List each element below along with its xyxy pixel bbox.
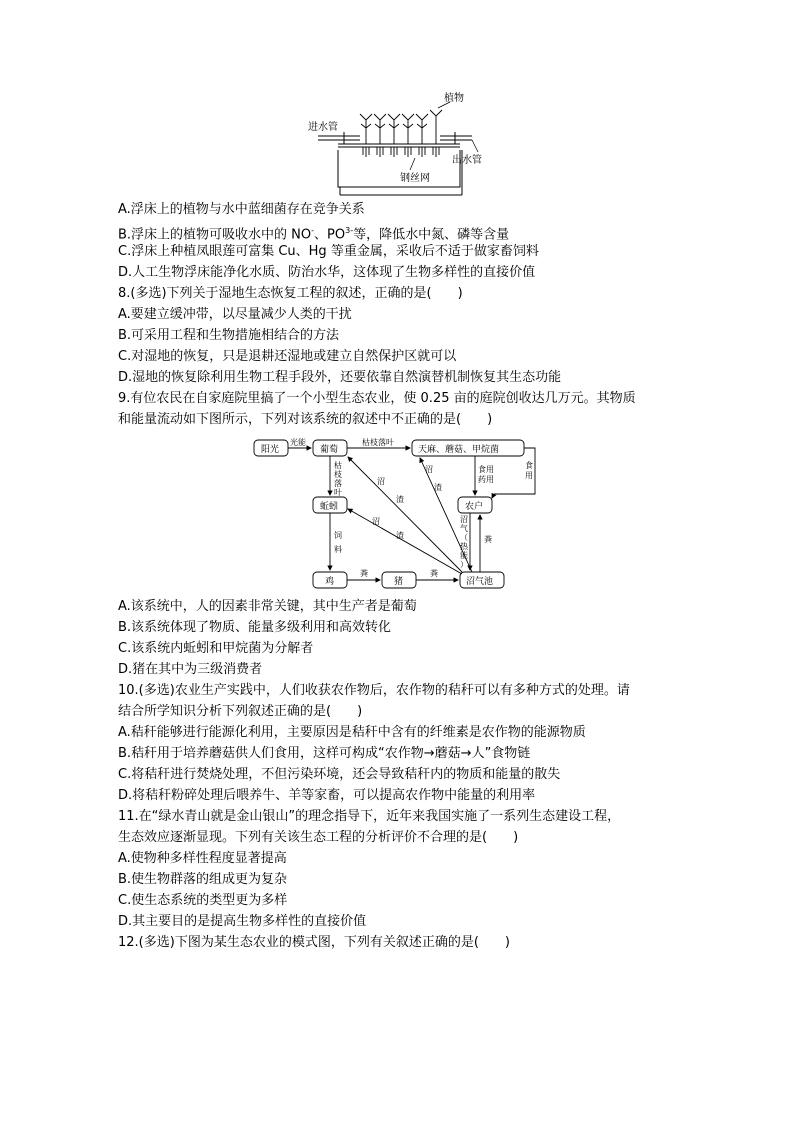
edge-residue-b2: 渣 <box>396 495 404 504</box>
q9-option-c: C.该系统内蚯蚓和甲烷菌为分解者 <box>118 641 314 656</box>
q8-option-d: D.湿地的恢复除利用生物工程手段外，还要依靠自然演替机制恢复其生态功能 <box>118 370 562 385</box>
q10-option-b: B.秸秆用于培养蘑菇供人们食用，这样可构成“农作物→蘑菇→人”食物链 <box>118 746 531 761</box>
q8-option-b: B.可采用工程和生物措施相结合的方法 <box>118 328 340 343</box>
label-farmer: 农户 <box>465 502 484 512</box>
edge-dung-2: 粪 <box>430 569 438 578</box>
edge-biogas-heat-5: 能 <box>460 551 468 560</box>
label-fungi: 天麻、蘑菇、甲烷菌 <box>418 445 500 455</box>
edge-residue-c1: 沼 <box>372 517 380 526</box>
q10-option-d: D.将秸秆粉碎处理后喂养牛、羊等家畜，可以提高农作物中能量的利用率 <box>118 788 536 803</box>
edge-dung-1: 粪 <box>360 569 368 578</box>
q8-stem: 8.(多选)下列关于湿地生态恢复工程的叙述，正确的是( ) <box>118 286 463 301</box>
edge-food-med-1: 食用 <box>478 465 494 474</box>
edge-residue-a2: 渣 <box>434 483 442 492</box>
q10-option-c: C.将秸秆进行焚烧处理，不但污染环境，还会导致秸秆内的物质和能量的散失 <box>118 767 561 782</box>
q7-option-d: D.人工生物浮床能净化水质、防治水华，这体现了生物多样性的直接价值 <box>118 265 536 280</box>
edge-branches-v2: 枝 <box>334 470 342 479</box>
edge-biogas-heat-1: 沼 <box>460 515 468 524</box>
net-label: 钢丝网 <box>400 173 430 184</box>
q7-option-a: A.浮床上的植物与水中蓝细菌存在竞争关系 <box>118 202 365 217</box>
edge-light: 光能 <box>290 438 306 447</box>
q11-option-a: A.使物种多样性程度显著提高 <box>118 851 287 866</box>
label-sun: 阳光 <box>261 445 280 455</box>
q12-stem: 12.(多选)下图为某生态农业的模式图，下列有关叙述正确的是( ) <box>118 935 510 950</box>
edge-biogas-heat-2: 气 <box>460 524 468 533</box>
edge-branches-v4: 叶 <box>334 488 342 497</box>
q9-option-b: B.该系统体现了物质、能量多级利用和高效转化 <box>118 620 392 635</box>
edge-food-med-2: 药用 <box>478 475 494 484</box>
edge-biogas-heat-4: 热 <box>460 542 468 551</box>
edge-feed-2: 料 <box>334 545 342 554</box>
edge-residue-b1: 沼 <box>377 477 385 486</box>
edge-branches-v3: 落 <box>334 479 342 488</box>
edge-eat-1: 食 <box>525 461 533 470</box>
inlet-label: 进水管 <box>308 122 338 133</box>
outlet-label: 出水管 <box>452 155 482 166</box>
eco-flow-diagram <box>250 434 550 594</box>
plant-label: 植物 <box>444 93 464 104</box>
q10-option-a: A.秸秆能够进行能源化利用，主要原因是秸秆中含有的纤维素是农作物的能源物质 <box>118 725 586 740</box>
q11-option-c: C.使生态系统的类型更为多样 <box>118 893 288 908</box>
q11-option-d: D.其主要目的是提高生物多样性的直接价值 <box>118 914 367 929</box>
q11-stem-line1: 11.在“绿水青山就是金山银山”的理念指导下，近年来我国实施了一系列生态建设工程， <box>118 809 621 824</box>
q11-stem-line2: 生态效应逐渐显现。下列有关该生态工程的分析评价不合理的是( ) <box>118 830 519 845</box>
label-pig: 猪 <box>394 577 404 587</box>
q7-option-c: C.浮床上种植凤眼莲可富集 Cu、Hg 等重金属，采收后不适于做家畜饲料 <box>118 244 539 259</box>
q10-stem-line1: 10.(多选)农业生产实践中，人们收获农作物后，农作物的秸秆可以有多种方式的处理。请 <box>118 683 630 698</box>
q9-option-d: D.猪在其中为三级消费者 <box>118 662 263 677</box>
edge-eat-2: 用 <box>525 471 533 480</box>
edge-residue-c2: 渣 <box>396 531 404 540</box>
q11-option-b: B.使生物群落的组成更为复杂 <box>118 872 288 887</box>
edge-residue-a1: 沼 <box>425 465 433 474</box>
edge-branches: 枯枝落叶 <box>362 438 394 447</box>
edge-dung-3: 粪 <box>484 535 492 544</box>
q7-option-b: B.浮床上的植物可吸收水中的 NO-、$PO^{3-}$等，降低水中氮、磷等含量 <box>118 226 510 243</box>
edge-branches-v1: 枯 <box>334 461 342 470</box>
q10-stem-line2: 结合所学知识分析下列叙述正确的是( ) <box>118 704 363 719</box>
q8-option-a: A.要建立缓冲带，以尽量减少人类的干扰 <box>118 307 352 322</box>
q8-option-c: C.对湿地的恢复，只是退耕还湿地或建立自然保护区就可以 <box>118 349 457 364</box>
label-worm: 蚯蚓 <box>320 502 339 512</box>
label-biogas: 沼气池 <box>466 577 494 587</box>
edge-biogas-heat-6: ） <box>460 560 468 569</box>
floating-bed-figure <box>300 92 500 197</box>
q9-option-a: A.该系统中，人的因素非常关键，其中生产者是葡萄 <box>118 599 417 614</box>
label-grape: 葡萄 <box>320 445 339 455</box>
q9-stem-line1: 9.有位农民在自家庭院里搞了一个小型生态农业，使 0.25 亩的庭院创收达几万元。其物质 <box>118 391 636 406</box>
edge-feed-1: 饲 <box>334 531 342 540</box>
edge-biogas-heat-3: （ <box>460 533 468 542</box>
label-chicken: 鸡 <box>325 577 335 587</box>
q9-stem-line2: 和能量流动如下图所示，下列对该系统的叙述中不正确的是( ) <box>118 412 493 427</box>
plant-row <box>360 110 442 157</box>
